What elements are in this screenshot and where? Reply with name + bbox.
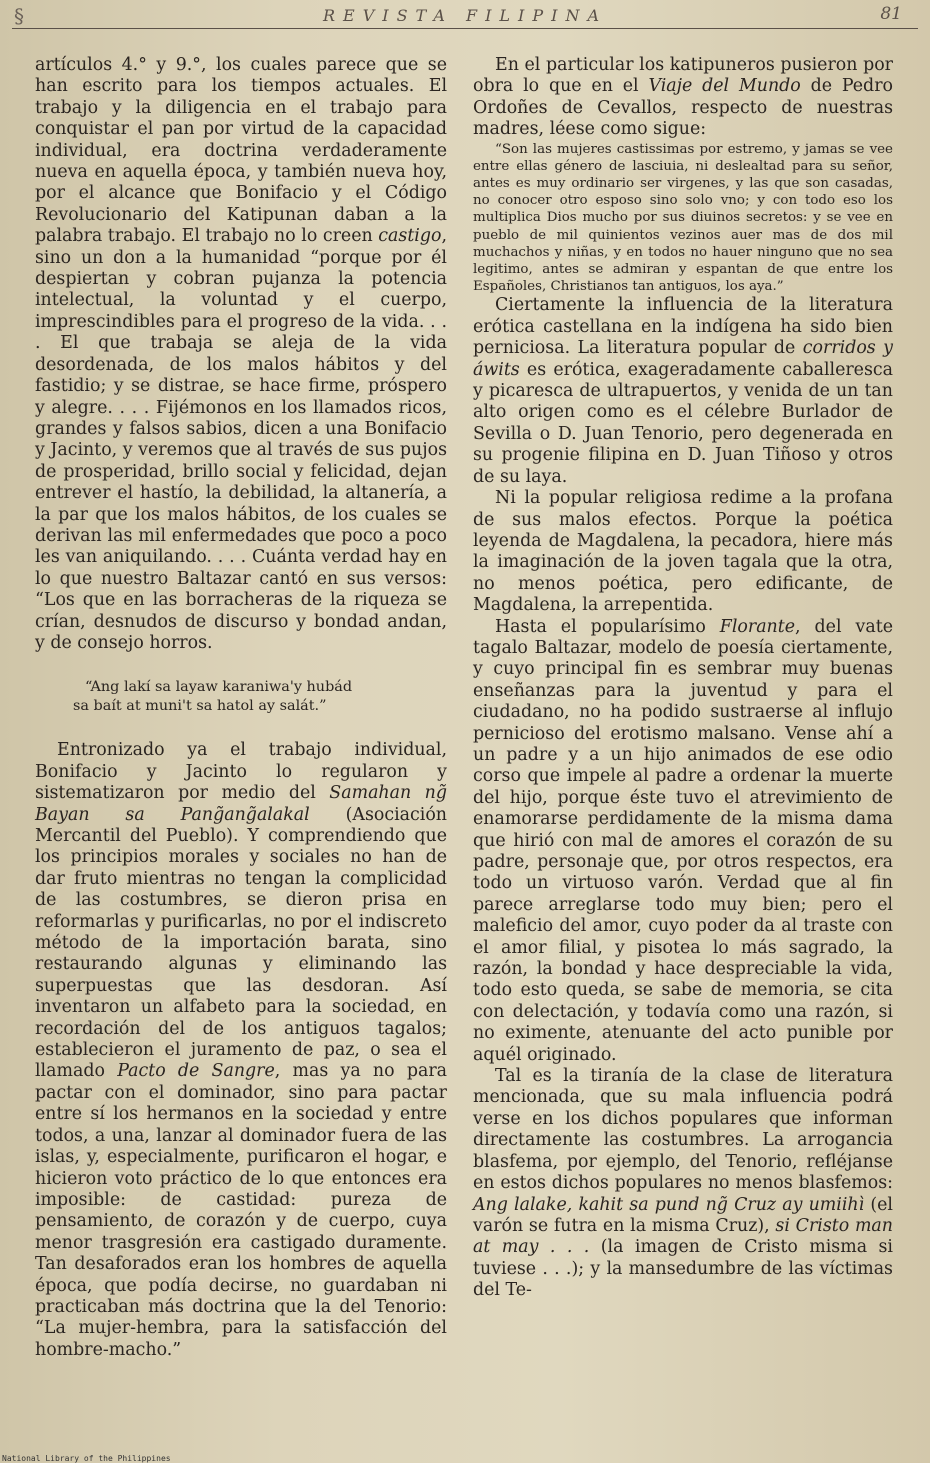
italic-run: Florante <box>719 616 796 637</box>
text-run: , mas ya no para pactar con el dominador, sino para pactar entre sí los hermanos en la sociedad y entre todos, a una, lanzar al dominador fuera de las islas, y, especialmente, purificaron el hogar, e hicieron voto práctico de lo que entonces era imposible: de castidad: pureza de pensamiento, de corazón y de cuerpo, cuya menor trasgresión era castigado duramente. Tan desaforados eran los hombres de aquella época, que podía decirse, no guardaban ni practicaban más doctrina que la del Tenorio: “La mujer-hembra, para la satisfacción del hombre-macho.” <box>35 1061 448 1360</box>
italic-run: castigo <box>378 226 442 247</box>
text-run: , del vate tagalo Baltazar, modelo de poesía ciertamente, y cuyo principal fin es sembrar muy buenas enseñanzas para la juventud y para el ciudadano, no ha podido sustraerse al influjo pernicioso del erotismo malsano. Vense ahí a un padre y a un hijo animados de ese odio corso que impele al padre a ordenar la muerte del hijo, porque éste tuvo el atrevimiento de enamorarse perdidamente de la misma dama que hirió con mal de amores el corazón de su padre, personaje que, por otros respectos, era todo un virtuoso varón. Verdad que al fin parece arreglarse todo muy bien; pero el maleficio del amor, cuyo poder da al traste con el amor filial, y pisotea lo más sagrado, la razón, la bondad y hace despreciable la vida, todo esto queda, se sabe de memoria, se cita con delectación, y todavía como una razón, si no eximente, atenuante del acto punible por aquél originado. <box>473 616 893 1065</box>
text-run: Ciertamente la influencia de la literatura erótica castellana en la indígena ha sido bien perniciosa. La literatura popular de <box>473 295 893 359</box>
corner-mark: § <box>14 4 24 28</box>
library-credit: National Library of the Philippines <box>2 1454 171 1463</box>
paragraph <box>473 1066 893 1301</box>
paragraph <box>35 740 447 1361</box>
text-run: de Pedro Ordoñes de Cevallos, respecto de nuestras madres, léese como sigue: <box>473 76 893 140</box>
text-run: En el particular los katipuneros pusieron por obra lo que en el <box>473 55 893 97</box>
paragraph <box>473 617 893 1067</box>
italic-run: Ang lalake, kahit sa pund ng̃ Cruz ay umiihì <box>473 1194 865 1215</box>
left-column <box>35 55 447 1361</box>
page-number: 81 <box>880 4 902 24</box>
paragraph <box>35 55 447 654</box>
block-quote: “Son las mujeres castissimas por estremo, y jamas se vee entre ellas género de lasciuia, ni deslealtad para su señor, antes es muy ordinario ser virgenes, y las que son casadas, no conocer otro esposo sino solo vno; y con todo eso los multiplica Dios mucho por sus diuinos secretos: y se vee en pueblo de mil quinientos vezinos auer mas de dos mil muchachos y niñas, y en todos no hauer ninguno que no sea legitimo, antes se admiran y espantan de que entre los Españoles, Christianos tan antiguos, los aya.” <box>473 141 893 295</box>
text-run: Entronizado ya el trabajo individual, Bonifacio y Jacinto lo regularon y sistematizaron por medio del <box>35 740 447 804</box>
header-rule <box>12 28 918 29</box>
verse-line: sa baít at muni't sa hatol ay salát.” <box>73 698 327 715</box>
text-run: (Asociación Mercantil del Pueblo). Y comprendiendo que los principios morales y sociales no han de dar fruto mientras no tengan la complicidad de las costumbres, se dieron prisa en reformarlas y purificarlas, no por el indiscreto método de la importación barata, sino restaurando algunas y eliminando las superpuestas que las desdoran. Así inventaron un alfabeto para la sociedad, en recordación del de los antiguos tagalos; establecieron el juramento de paz, o sea el llamado <box>35 804 447 1082</box>
paragraph <box>473 55 893 141</box>
text-run: , sino un don a la humanidad “porque por él despiertan y cobran pujanza la potencia intelectual, la voluntad y el cuerpo, imprescindibles para el progreso de la vida. . . . El que trabaja se aleja de la vida desordenada, de los malos hábitos y del fastidio; y se distrae, se hace firme, próspero y alegre. . . . Fijémonos en los llamados ricos, grandes y falsos sabios, dicen a una Bonifacio y Jacinto, y veremos que al través de sus pujos de prosperidad, brillo social y felicidad, dejan entrever el hastío, la debilidad, la altanería, a la par que los malos hábitos, de los cuales se derivan las mil enfermedades que poco a poco les van aniquilando. . . . Cuánta verdad hay en lo que nuestro Baltazar cantó en sus versos: “Los que en las borracheras de la riqueza se crían, desnudos de discurso y bondad andan, y de consejo horros. <box>35 226 447 653</box>
verse-line: “Ang lakí sa layaw karaniwa'y hubád <box>85 679 353 696</box>
italic-run: Viaje del Mundo <box>648 76 801 97</box>
verse-quote <box>73 678 447 716</box>
text-run: Hasta el popularísimo <box>495 616 720 637</box>
text-run: es erótica, exageradamente caballeresca y picaresca de ultrapuertos, y venida de un tan alto origen como es el célebre Burlador de Sevilla o D. Juan Tenorio, pero degenerada en su progenie filipina en D. Juan Tiñoso y otros de su laya. <box>473 359 893 487</box>
paragraph: Ni la popular religiosa redime a la profana de sus malos efectos. Porque la poética leyenda de Magdalena, la pecadora, hiere más la imaginación de la joven tagala que la otra, no menos poética, pero edificante, de Magdalena, la arrepentida. <box>473 488 893 616</box>
text-run: artículos 4.° y 9.°, los cuales parece que se han escrito para los tiempos actuales. El trabajo y la diligencia en el trabajo para conquistar el pan por virtud de la capacidad individual, era doctrina verdaderamente nueva en aquella época, y también nueva hoy, por el alcance que Bonifacio y el Código Revolucionario del Katipunan daban a la palabra trabajo. El trabajo no lo creen <box>35 55 447 247</box>
paragraph <box>473 295 893 488</box>
text-run: (el varón se futra en la misma Cruz), <box>473 1194 893 1236</box>
text-run: (la imagen de Cristo misma si tuviese . . .); y la mansedumbre de las víctimas del Te- <box>473 1237 893 1301</box>
italic-run: corridos y áwits <box>473 338 893 380</box>
italic-run: Pacto de Sangre <box>117 1061 275 1082</box>
text-run: Tal es la tiranía de la clase de literatura mencionada, que su mala influencia podrá verse en los dichos populares que informan directamente las costumbres. La arrogancia blasfema, por ejemplo, del Tenorio, refléjanse en estos dichos populares no menos blasfemos: <box>473 1066 893 1194</box>
right-column <box>473 55 893 1302</box>
running-title: REVISTA FILIPINA <box>322 6 607 25</box>
italic-run: si Cristo man at may . . . <box>473 1215 894 1258</box>
italic-run: Samahan ng̃ Bayan sa Pang̃ang̃alakal <box>35 783 447 825</box>
